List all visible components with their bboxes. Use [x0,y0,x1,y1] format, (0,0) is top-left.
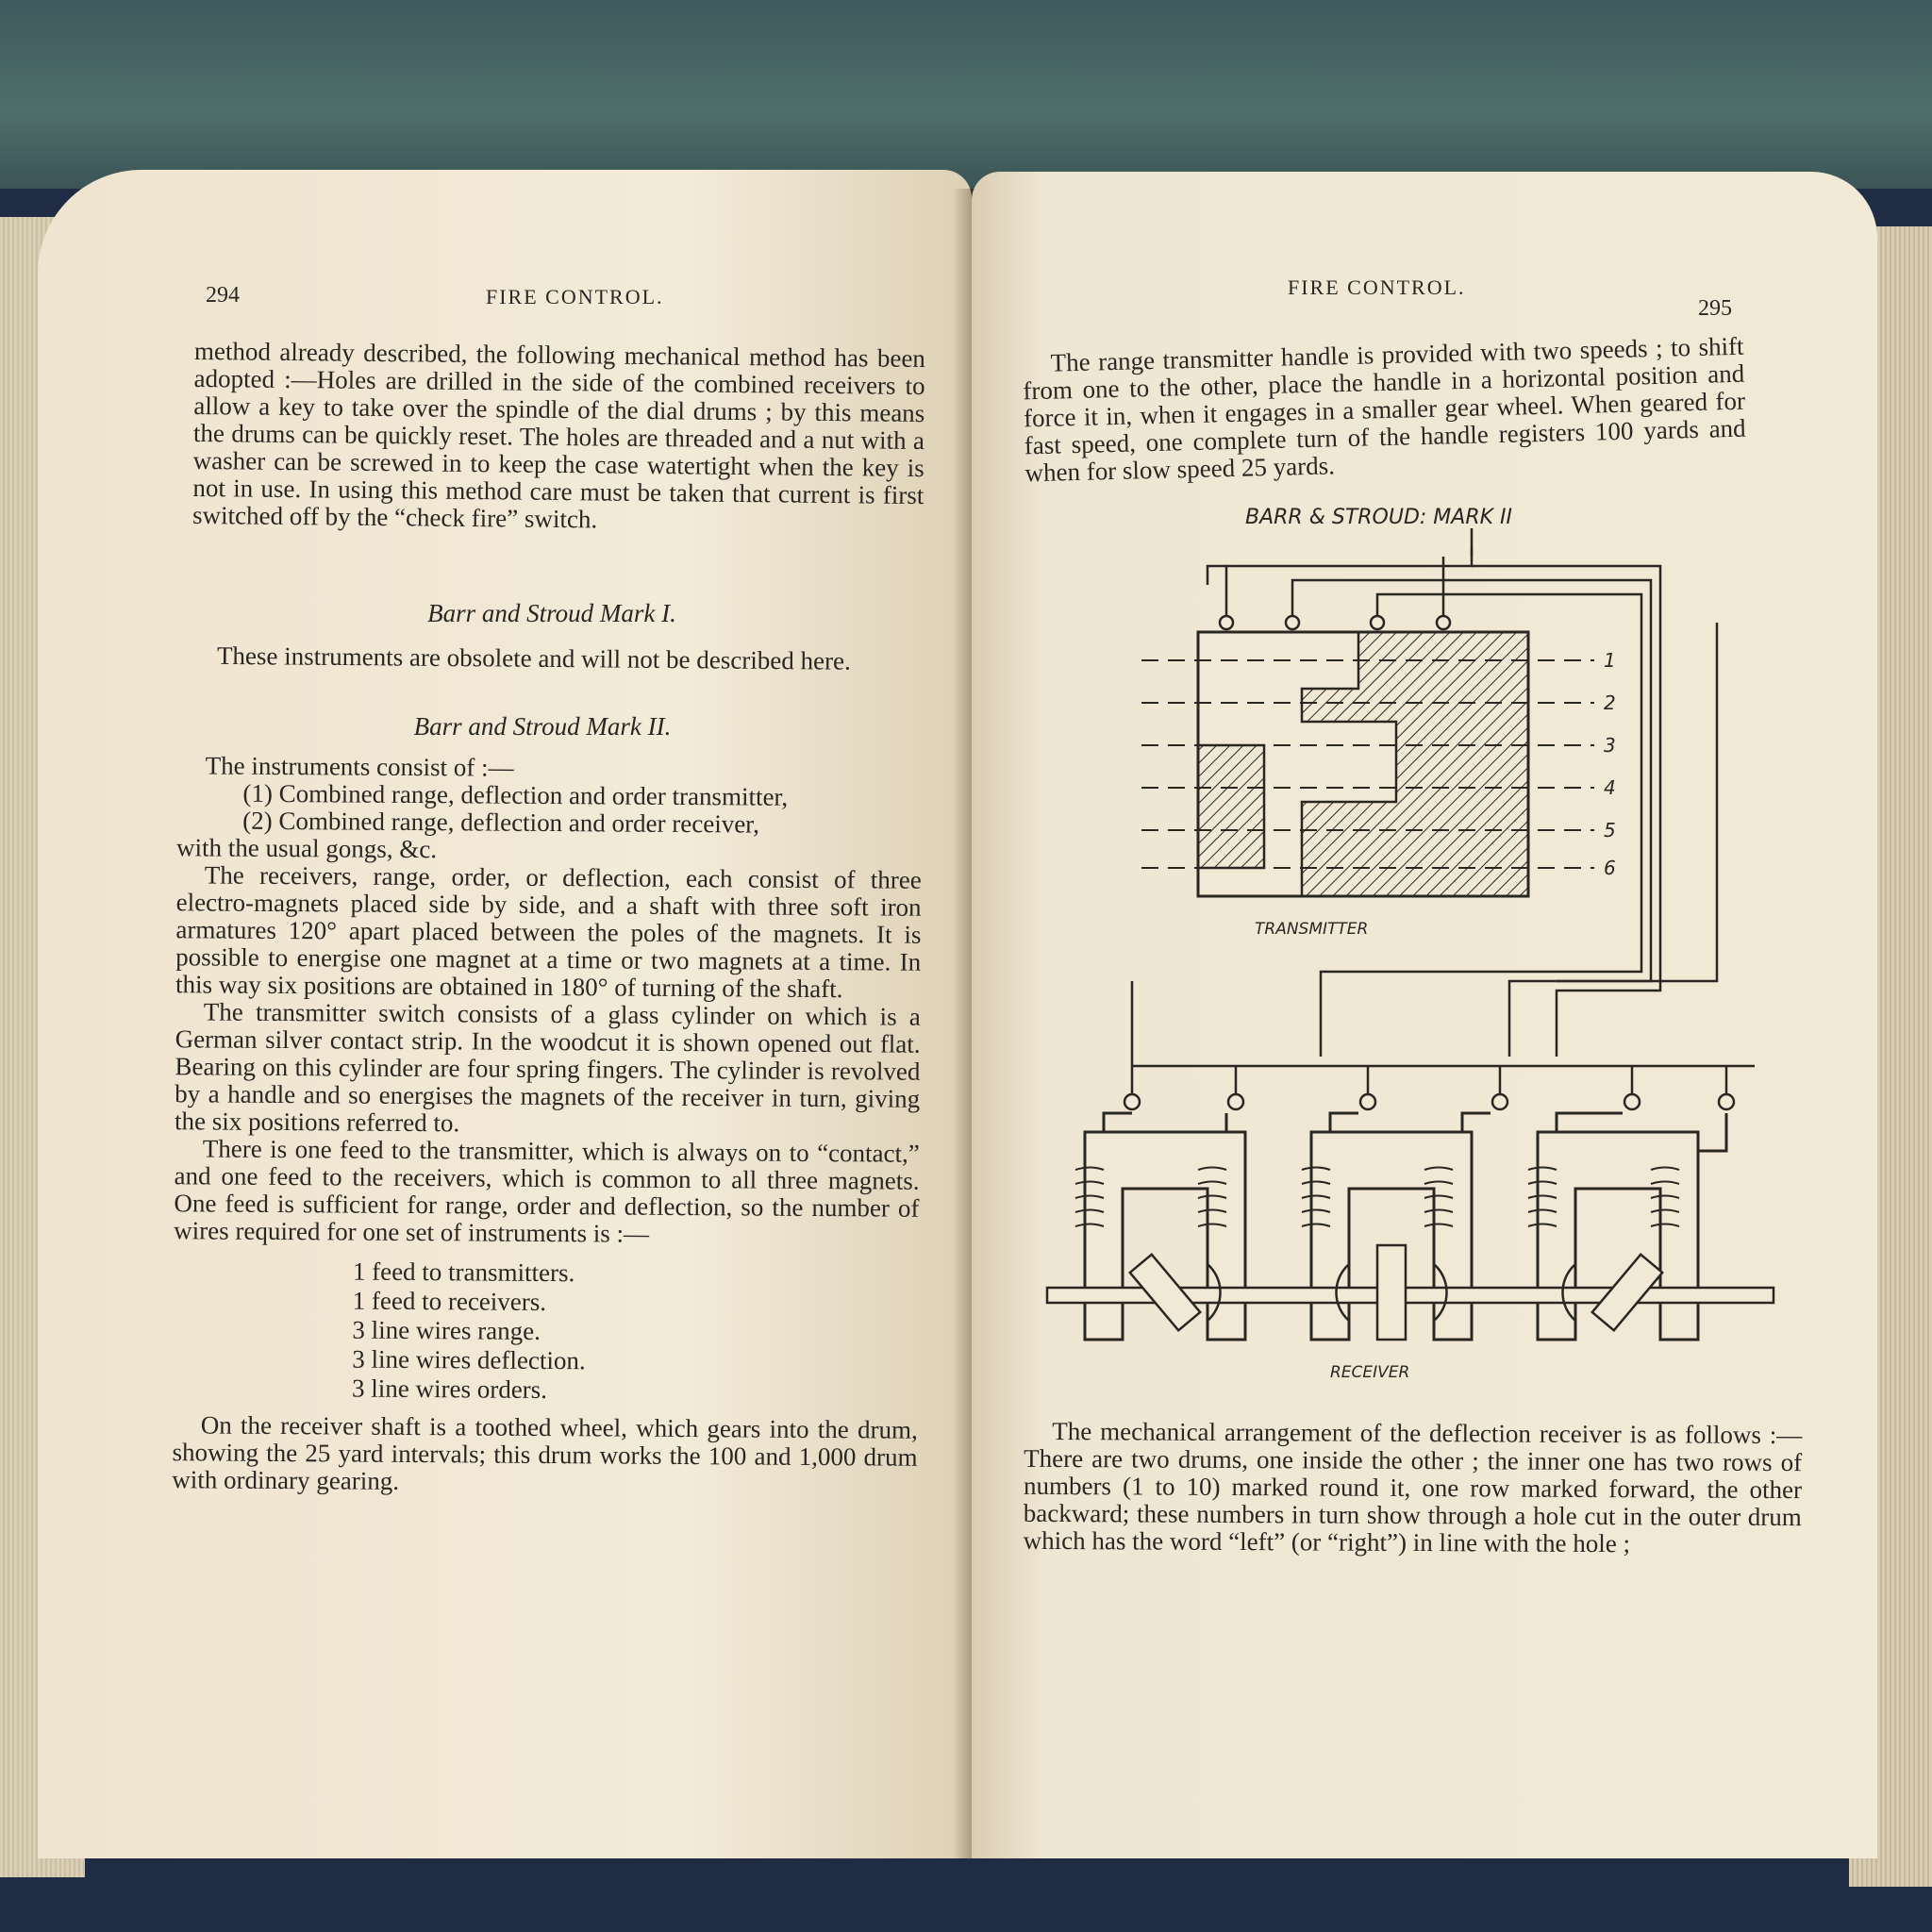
heading-mark1: Barr and Stroud Mark I. [427,599,676,627]
feed-item: 3 line wires range. [352,1315,541,1345]
diagram-title: BARR & STROUD: MARK II [1245,506,1513,529]
position-label: 1 [1604,649,1616,672]
consist-item-2: (2) Combined range, deflection and order receiver, [242,806,760,839]
paragraph-switch: The transmitter switch consists of a glass cylinder on which is a German silver contact strip. In the woodcut it is shown opened out flat. Bearing on this cylinder are four spring fingers. The cylinder is revolved by a handle and so energises the magnets of the receiver in turn, giving the six positions referred to. [174,997,921,1138]
paragraph-mechanical: The mechanical arrangement of the deflection receiver is as follows :—There are two drums, one inside the other ; the inner one has two rows of numbers (1 to 10) marked round it, one row marked forward, the other backward; these numbers in turn show through a hole cut in the outer drum which has the word “left” (or “right”) in line with the hole ; [1023,1416,1803,1558]
paragraph-feed: There is one feed to the transmitter, which is always on to “contact,” and one feed to the receivers, which is common to all three magnets. One feed is sufficient for range, order and deflection, so the number of wires required for one set of instruments is :— [174,1134,920,1248]
transmitter-cylinder [1141,632,1616,896]
left-text-block-main [172,752,922,1498]
transmitter-label: TRANSMITTER [1255,920,1369,939]
consist-intro: The instruments consist of :— [205,751,514,782]
left-text-block-top [192,338,925,537]
position-label: 4 [1604,776,1616,799]
position-label: 2 [1604,691,1616,714]
right-page-number: 295 [1698,296,1732,321]
paragraph-shaft: On the receiver shaft is a toothed wheel, which gears into the drum, showing the 25 yard intervals; this drum works the 100 and 1,000 drum with ordinary gearing. [172,1410,918,1495]
paragraph-mark1: These instruments are obsolete and will not be described here. [216,641,851,675]
paragraph-handle: The range transmitter handle is provided with two speeds ; to shift from one to the other, place the handle in a horizontal position and force it in, when it engages in a smaller gear wheel. When geared for fast speed, one complete turn of the handle registers 100 yards and when for slow speed 25 yards. [1023,331,1746,488]
left-page-number: 294 [206,283,240,308]
position-label: 3 [1604,734,1616,757]
left-running-head: FIRE CONTROL. [486,285,664,308]
position-label: 5 [1604,819,1616,841]
feed-item: 1 feed to receivers. [352,1286,547,1316]
consist-tail: with the usual gongs, &c. [175,833,438,864]
position-label: 6 [1604,857,1616,879]
feed-item: 3 line wires deflection. [352,1344,586,1375]
receiver-label: RECEIVER [1330,1363,1410,1382]
transmitter-receiver-diagram [991,491,1821,1396]
consist-item-1: (1) Combined range, deflection and order transmitter, [242,778,789,811]
heading-mark2: Barr and Stroud Mark II. [413,712,672,741]
right-running-head: FIRE CONTROL. [1288,275,1466,299]
feed-item: 1 feed to transmitters. [352,1257,575,1288]
paragraph-receivers: The receivers, range, order, or deflection, each consist of three electro-magnets placed side by side, and a shaft with three soft iron armatures 120° apart placed between the poles of the magnets. It is possible to energise one magnet at a time or two magnets at a time. In this way six positions are obtained in 180° of turning of the shaft. [175,860,922,1004]
feed-item: 3 line wires orders. [351,1374,548,1405]
feed-list [173,1256,919,1407]
paragraph-continued: method already described, the following mechanical method has been adopted :—Holes are drilled in the side of the combined receivers to allow a key to take over the spindle of the dial drums ; by this means the drums can be quickly reset. The holes are threaded and a nut with a washer can be screwed in to keep the case watertight when the key is not in use. In using this method care must be taken that current is first switched off by the “check fire” switch. [192,336,926,534]
